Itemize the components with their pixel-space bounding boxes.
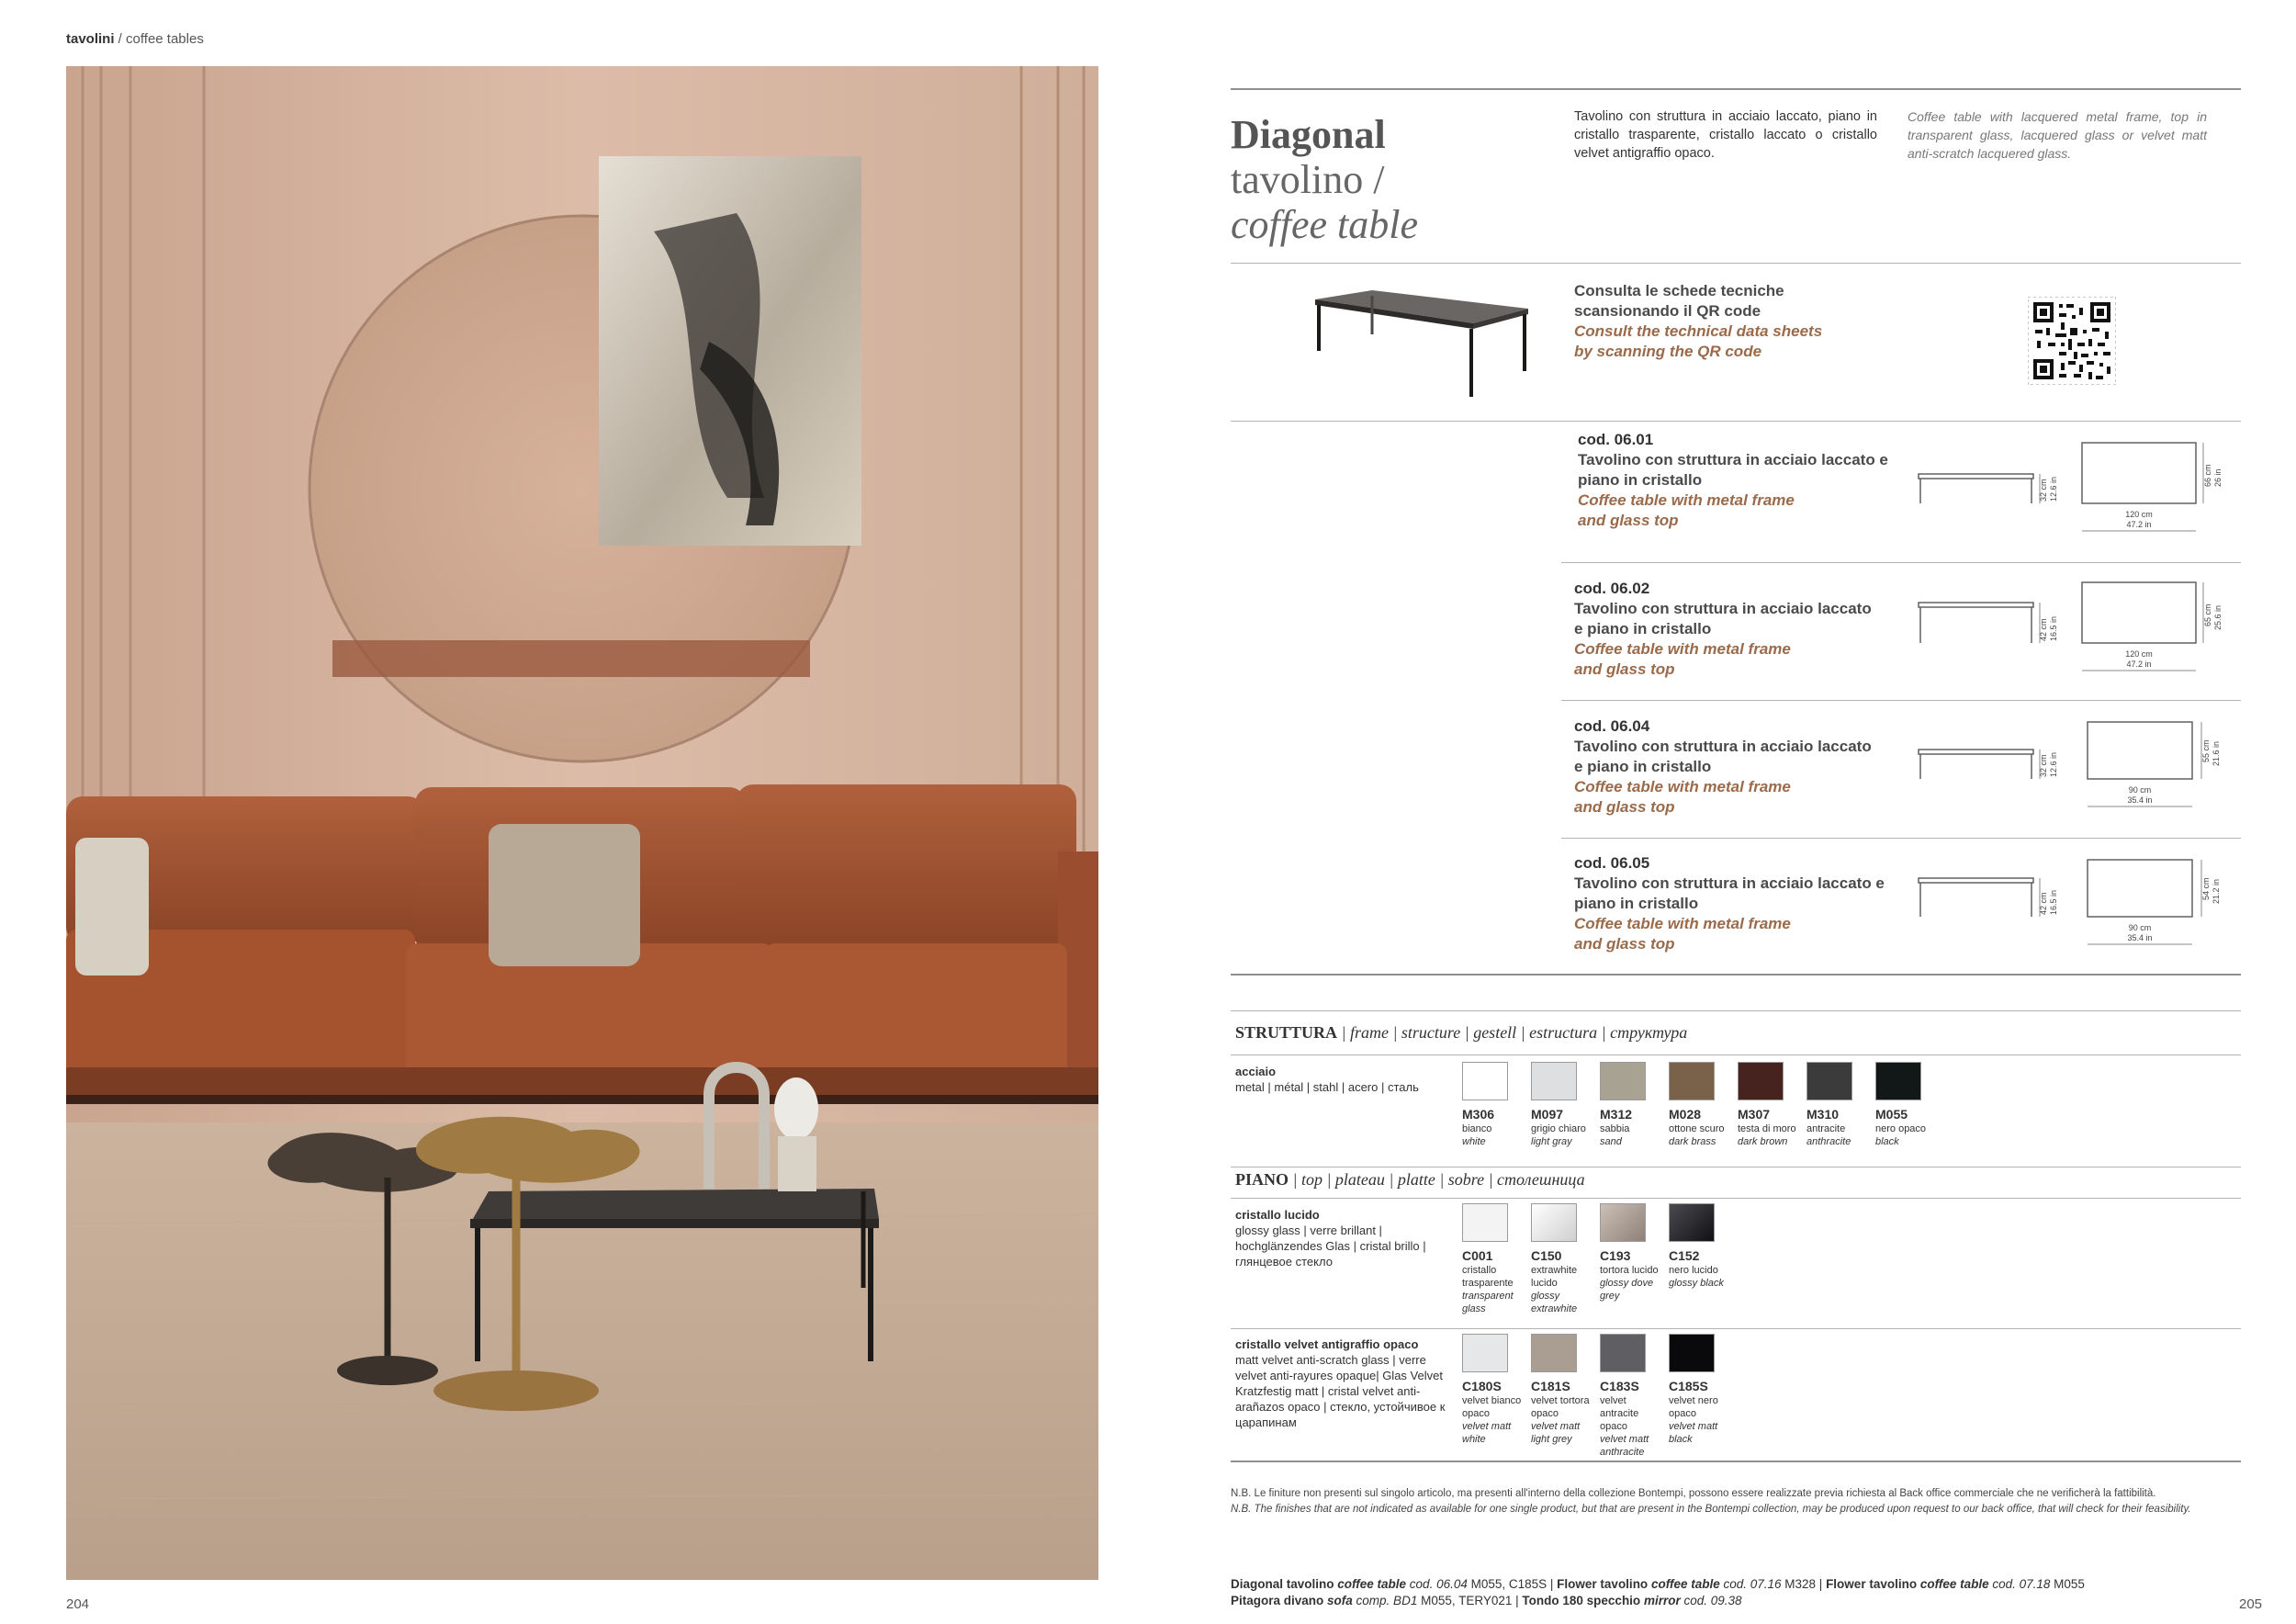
dim-width: 120 cm: [2125, 649, 2153, 659]
divider: [1231, 1010, 2241, 1011]
finish-name-it: cristallo: [1462, 1265, 1497, 1276]
finish-swatch[interactable]: [1738, 1062, 1784, 1100]
credits-line-2: [1231, 1593, 2085, 1609]
material-desc: velvet anti-rayures opaque| Glas Velvet: [1235, 1369, 1443, 1382]
credit-code: cod. 07.16: [1719, 1577, 1782, 1591]
page-number-right: 205: [2239, 1596, 2263, 1612]
credit-product-en: coffee table: [1337, 1577, 1407, 1591]
finish-label: [1531, 1378, 1597, 1446]
finish-name-en: black: [1875, 1136, 1899, 1147]
product-desc-en: Coffee table with metal frame: [1578, 491, 1795, 509]
finish-name-it: velvet tortora: [1531, 1395, 1590, 1406]
finish-name-en: white: [1462, 1136, 1486, 1147]
divider: [1561, 838, 2241, 839]
material-desc: glossy glass | verre brillant |: [1235, 1224, 1382, 1237]
qr-code[interactable]: [2028, 297, 2116, 385]
finish-code: M306: [1462, 1107, 1495, 1122]
top-heading: [1235, 1170, 1585, 1190]
finish-name-it: extrawhite: [1531, 1265, 1578, 1276]
dim-depth: 55 cm: [2201, 739, 2211, 762]
finish-name-en: black: [1669, 1434, 1693, 1445]
cushion: [75, 838, 149, 976]
finish-name-en: glossy dove grey: [1600, 1278, 1654, 1302]
credit-product-en: coffee table: [1919, 1577, 1989, 1591]
finish-label: [1462, 1247, 1528, 1315]
finish-swatch[interactable]: [1462, 1062, 1508, 1100]
finish-code: M312: [1600, 1107, 1633, 1122]
credit-finish: M328 |: [1781, 1577, 1827, 1591]
finish-label: [1462, 1106, 1528, 1148]
dim-height-in: 16.5 in: [2049, 889, 2058, 915]
dim-height: 42 cm: [2039, 618, 2048, 641]
finish-code: M097: [1531, 1107, 1564, 1122]
material-desc: Kratzfestig matt | cristal velvet anti-: [1235, 1384, 1421, 1398]
finish-swatch[interactable]: [1531, 1334, 1577, 1372]
divider: [1231, 1328, 2241, 1329]
finish-name-en: velvet matt: [1531, 1421, 1581, 1432]
page-title: [1231, 112, 1418, 247]
credit-product: Pitagora divano: [1231, 1594, 1328, 1607]
divider: [1561, 700, 2241, 701]
breadcrumb: [66, 31, 204, 47]
material-desc: царапинам: [1235, 1415, 1297, 1429]
dimension-drawing-06-02: [1915, 579, 2232, 680]
credit-code: cod. 09.38: [1680, 1594, 1742, 1607]
material-name: cristallo lucido: [1235, 1208, 1320, 1222]
finish-name-it: antracite: [1806, 1123, 1846, 1134]
finish-name-en: dark brown: [1738, 1136, 1788, 1147]
divider: [1231, 263, 2241, 264]
photo-credits: [1231, 1576, 2085, 1609]
finish-name-en: extrawhite: [1531, 1303, 1578, 1314]
finish-swatch[interactable]: [1600, 1203, 1646, 1242]
finish-name-en: light gray: [1531, 1136, 1572, 1147]
dim-height-in: 12.6 in: [2049, 476, 2058, 502]
credit-finish: M055, TERY021 |: [1417, 1594, 1523, 1607]
tech-sheet-en-line: Consult the technical data sheets: [1574, 322, 1823, 340]
finish-code: C180S: [1462, 1379, 1502, 1393]
finish-name-it: nero lucido: [1669, 1265, 1718, 1276]
dim-depth: 54 cm: [2201, 877, 2211, 900]
finish-code: M307: [1738, 1107, 1771, 1122]
page-number-left: 204: [66, 1596, 90, 1612]
divider: [1231, 1460, 2241, 1462]
dimension-drawing-06-01: [1915, 439, 2232, 540]
finish-swatch[interactable]: [1531, 1203, 1577, 1242]
finish-label: [1669, 1106, 1735, 1148]
product-desc-it: piano in cristallo: [1578, 471, 1703, 489]
divider: [1561, 562, 2241, 563]
finish-name-en: transparent: [1462, 1291, 1514, 1302]
credit-code: cod. 06.04: [1406, 1577, 1468, 1591]
product-desc-en: and glass top: [1574, 798, 1675, 816]
finish-swatch[interactable]: [1806, 1062, 1852, 1100]
finish-label: [1669, 1378, 1735, 1446]
glossy-material: [1235, 1207, 1456, 1269]
finish-label: [1531, 1106, 1597, 1148]
dim-width: 90 cm: [2128, 923, 2152, 932]
dim-width-in: 47.2 in: [2126, 520, 2152, 529]
finish-swatch[interactable]: [1669, 1334, 1715, 1372]
product-desc-it: Tavolino con struttura in acciaio laccato: [1574, 600, 1872, 617]
finish-name-en: glass: [1462, 1303, 1486, 1314]
finish-name-it: nero opaco: [1875, 1123, 1927, 1134]
credit-finish: M055, C185S |: [1467, 1577, 1558, 1591]
product-desc-it: piano in cristallo: [1574, 895, 1699, 912]
dim-height: 42 cm: [2039, 892, 2048, 915]
tech-sheet-it: [1574, 281, 1886, 321]
finish-name-en: dark brass: [1669, 1136, 1716, 1147]
credit-product-en: mirror: [1643, 1594, 1681, 1607]
divider: [1231, 421, 2241, 422]
finish-code: C152: [1669, 1248, 1700, 1263]
finish-swatch[interactable]: [1669, 1062, 1715, 1100]
credit-product: Flower tavolino: [1557, 1577, 1651, 1591]
finish-label: [1600, 1378, 1666, 1459]
finish-name-it: velvet bianco: [1462, 1395, 1522, 1406]
credit-product: Tondo 180 specchio: [1522, 1594, 1644, 1607]
coffee-table-product-image: [1311, 287, 1532, 400]
product-code: cod. 06.04: [1574, 717, 1650, 735]
finish-code: M310: [1806, 1107, 1840, 1122]
credit-code: comp. BD1: [1352, 1594, 1418, 1607]
dim-depth: 66 cm: [2203, 464, 2212, 487]
finish-name-it: ottone scuro: [1669, 1123, 1725, 1134]
finish-name-it: bianco: [1462, 1123, 1492, 1134]
dim-width-in: 35.4 in: [2127, 933, 2153, 942]
dim-depth-in: 21.2 in: [2212, 878, 2221, 904]
product-desc-en: and glass top: [1574, 935, 1675, 953]
breadcrumb-section: tavolini: [66, 31, 115, 47]
finish-label: [1600, 1247, 1666, 1303]
product-code: cod. 06.01: [1578, 431, 1654, 448]
product-desc-en: Coffee table with metal frame: [1574, 778, 1791, 795]
dim-width-in: 47.2 in: [2126, 660, 2152, 669]
living-room-illustration: [66, 66, 1098, 1580]
dim-height: 32 cm: [2039, 754, 2048, 777]
divider: [1231, 1054, 2241, 1055]
note-it: N.B. Le finiture non presenti sul singolo articolo, ma presenti all'interno della collezione Bontempi, possono essere realizzate previa richiesta al Back office commerciale che ne verificherà la fattibilità.: [1231, 1488, 2156, 1499]
finish-swatch[interactable]: [1669, 1203, 1715, 1242]
product-desc-en: and glass top: [1578, 512, 1679, 529]
dim-height-in: 16.5 in: [2049, 615, 2058, 641]
divider: [1231, 88, 2241, 90]
credits-line-1: [1231, 1576, 2085, 1593]
finish-label: [1669, 1247, 1735, 1290]
dimension-drawing-06-04: [1915, 718, 2232, 819]
finish-name-en: glossy: [1531, 1291, 1560, 1302]
finish-code: C181S: [1531, 1379, 1570, 1393]
lifestyle-photo: [66, 66, 1098, 1580]
product-desc-en: Coffee table with metal frame: [1574, 915, 1791, 932]
finish-name-it: opaco: [1531, 1408, 1559, 1419]
dim-depth-in: 26 in: [2213, 468, 2223, 487]
title-product-name: Diagonal: [1231, 112, 1386, 157]
dim-depth-in: 25.6 in: [2213, 604, 2223, 630]
finish-label: [1875, 1106, 1941, 1148]
finish-swatch[interactable]: [1531, 1062, 1577, 1100]
product-desc-it: Tavolino con struttura in acciaio laccato: [1574, 738, 1872, 755]
structure-heading: [1235, 1023, 1687, 1043]
finish-code: C183S: [1600, 1379, 1639, 1393]
finish-name-it: velvet antracite: [1600, 1395, 1639, 1419]
finish-code: M055: [1875, 1107, 1908, 1122]
description-en: Coffee table with lacquered metal frame, top in transparent glass, lacquered glass or velvet matt anti-scratch lacquered glass.: [1908, 109, 2207, 161]
finish-code: C193: [1600, 1248, 1631, 1263]
material-name: cristallo velvet antigraffio opaco: [1235, 1337, 1419, 1351]
dimension-drawing-06-05: [1915, 856, 2232, 957]
tech-sheet-en: [1574, 321, 1886, 362]
dim-height-in: 12.6 in: [2049, 751, 2058, 777]
finish-swatch[interactable]: [1600, 1334, 1646, 1372]
leather-sofa: [66, 784, 1098, 1104]
finish-label: [1806, 1106, 1873, 1148]
title-it: tavolino /: [1231, 157, 1385, 202]
finish-code: C185S: [1669, 1379, 1708, 1393]
velvet-material: [1235, 1336, 1460, 1430]
finish-name-it: opaco: [1669, 1408, 1696, 1419]
finish-swatch[interactable]: [1462, 1203, 1508, 1242]
product-code: cod. 06.02: [1574, 580, 1650, 597]
credit-code: cod. 07.18: [1988, 1577, 2051, 1591]
credit-finish: M055: [2050, 1577, 2085, 1591]
finish-name-en: glossy black: [1669, 1278, 1724, 1289]
cushion: [489, 824, 640, 966]
dim-depth-in: 21.6 in: [2212, 740, 2221, 766]
structure-heading-bold: STRUTTURA: [1235, 1023, 1338, 1042]
top-heading-langs: | top | plateau | platte | sobre | столешница: [1289, 1170, 1585, 1189]
divider: [1231, 1198, 2241, 1199]
product-desc-it: e piano in cristallo: [1574, 758, 1712, 775]
material-desc: hochglänzendes Glas | cristal brillo |: [1235, 1239, 1426, 1253]
product-06-02: [1574, 579, 1905, 680]
finish-name-it: tortora lucido: [1600, 1265, 1659, 1276]
finish-label: [1531, 1247, 1597, 1315]
dim-width-in: 35.4 in: [2127, 795, 2153, 805]
finish-name-en: velvet matt: [1669, 1421, 1718, 1432]
dim-depth: 65 cm: [2203, 603, 2212, 626]
dim-height: 32 cm: [2039, 479, 2048, 502]
material-desc: arañazos opaco | стекло, устойчивое к: [1235, 1400, 1446, 1414]
description-it: Tavolino con struttura in acciaio laccato, piano in cristallo trasparente, cristallo laccato o cristallo velvet antigraffio opaco.: [1574, 109, 1877, 161]
top-heading-bold: PIANO: [1235, 1170, 1289, 1189]
product-desc-it: Tavolino con struttura in acciaio laccato e: [1574, 874, 1885, 892]
product-desc-en: and glass top: [1574, 660, 1675, 678]
credit-product: Flower tavolino: [1826, 1577, 1920, 1591]
product-06-05: [1574, 853, 1905, 954]
finish-code: M028: [1669, 1107, 1702, 1122]
finish-name-en: light grey: [1531, 1434, 1572, 1445]
finish-name-it: sabbia: [1600, 1123, 1630, 1134]
finish-code: C001: [1462, 1248, 1493, 1263]
finish-name-it: lucido: [1531, 1278, 1558, 1289]
material-desc: глянцевое стекло: [1235, 1255, 1333, 1269]
finish-name-en: white: [1462, 1434, 1486, 1445]
finish-name-en: sand: [1600, 1136, 1622, 1147]
finishes-note: [1231, 1486, 2250, 1517]
material-desc: matt velvet anti-scratch glass | verre: [1235, 1353, 1426, 1367]
divider: [1231, 974, 2241, 976]
finish-name-it: opaco: [1600, 1421, 1627, 1432]
structure-material: [1235, 1064, 1437, 1095]
breadcrumb-separator: /: [114, 31, 127, 47]
product-desc-en: Coffee table with metal frame: [1574, 640, 1791, 658]
product-06-04: [1574, 716, 1905, 818]
finish-name-it: testa di moro: [1738, 1123, 1796, 1134]
finish-swatch[interactable]: [1462, 1334, 1508, 1372]
finish-name-it: grigio chiaro: [1531, 1123, 1586, 1134]
finish-name-it: trasparente: [1462, 1278, 1514, 1289]
finish-name-en: anthracite: [1600, 1447, 1645, 1458]
finish-swatch[interactable]: [1875, 1062, 1921, 1100]
breadcrumb-sub: coffee tables: [126, 31, 204, 47]
title-en: coffee table: [1231, 202, 1419, 247]
product-desc-it: Tavolino con struttura in acciaio laccato e: [1578, 451, 1888, 468]
credit-product-en: sofa: [1327, 1594, 1353, 1607]
finish-name-it: opaco: [1462, 1408, 1490, 1419]
finish-code: C150: [1531, 1248, 1562, 1263]
tech-sheet-it-line: Consulta le schede tecniche: [1574, 282, 1784, 299]
dim-width: 90 cm: [2128, 785, 2152, 795]
product-code: cod. 06.05: [1574, 854, 1650, 872]
finish-name-it: velvet nero: [1669, 1395, 1718, 1406]
tech-sheet-en-line: by scanning the QR code: [1574, 343, 1762, 360]
material-name: acciaio: [1235, 1065, 1277, 1078]
credit-product: Diagonal tavolino: [1231, 1577, 1338, 1591]
product-06-01: [1578, 430, 1908, 531]
material-desc: metal | métal | stahl | acero | сталь: [1235, 1080, 1419, 1094]
dim-width: 120 cm: [2125, 510, 2153, 519]
credit-product-en: coffee table: [1650, 1577, 1720, 1591]
product-desc-it: e piano in cristallo: [1574, 620, 1712, 637]
finish-label: [1738, 1106, 1804, 1148]
finish-name-en: velvet matt: [1600, 1434, 1649, 1445]
finish-name-en: anthracite: [1806, 1136, 1851, 1147]
note-en: N.B. The finishes that are not indicated as available for one single product, but that are present in the Bontempi collection, may be produced upon request to our back office, that will check for their feasibility.: [1231, 1504, 2191, 1515]
finish-swatch[interactable]: [1600, 1062, 1646, 1100]
finish-label: [1600, 1106, 1666, 1148]
finish-name-en: velvet matt: [1462, 1421, 1512, 1432]
tech-sheet-it-line: scansionando il QR code: [1574, 302, 1761, 320]
finish-label: [1462, 1378, 1528, 1446]
structure-heading-langs: | frame | structure | gestell | estructura | структура: [1337, 1023, 1688, 1042]
